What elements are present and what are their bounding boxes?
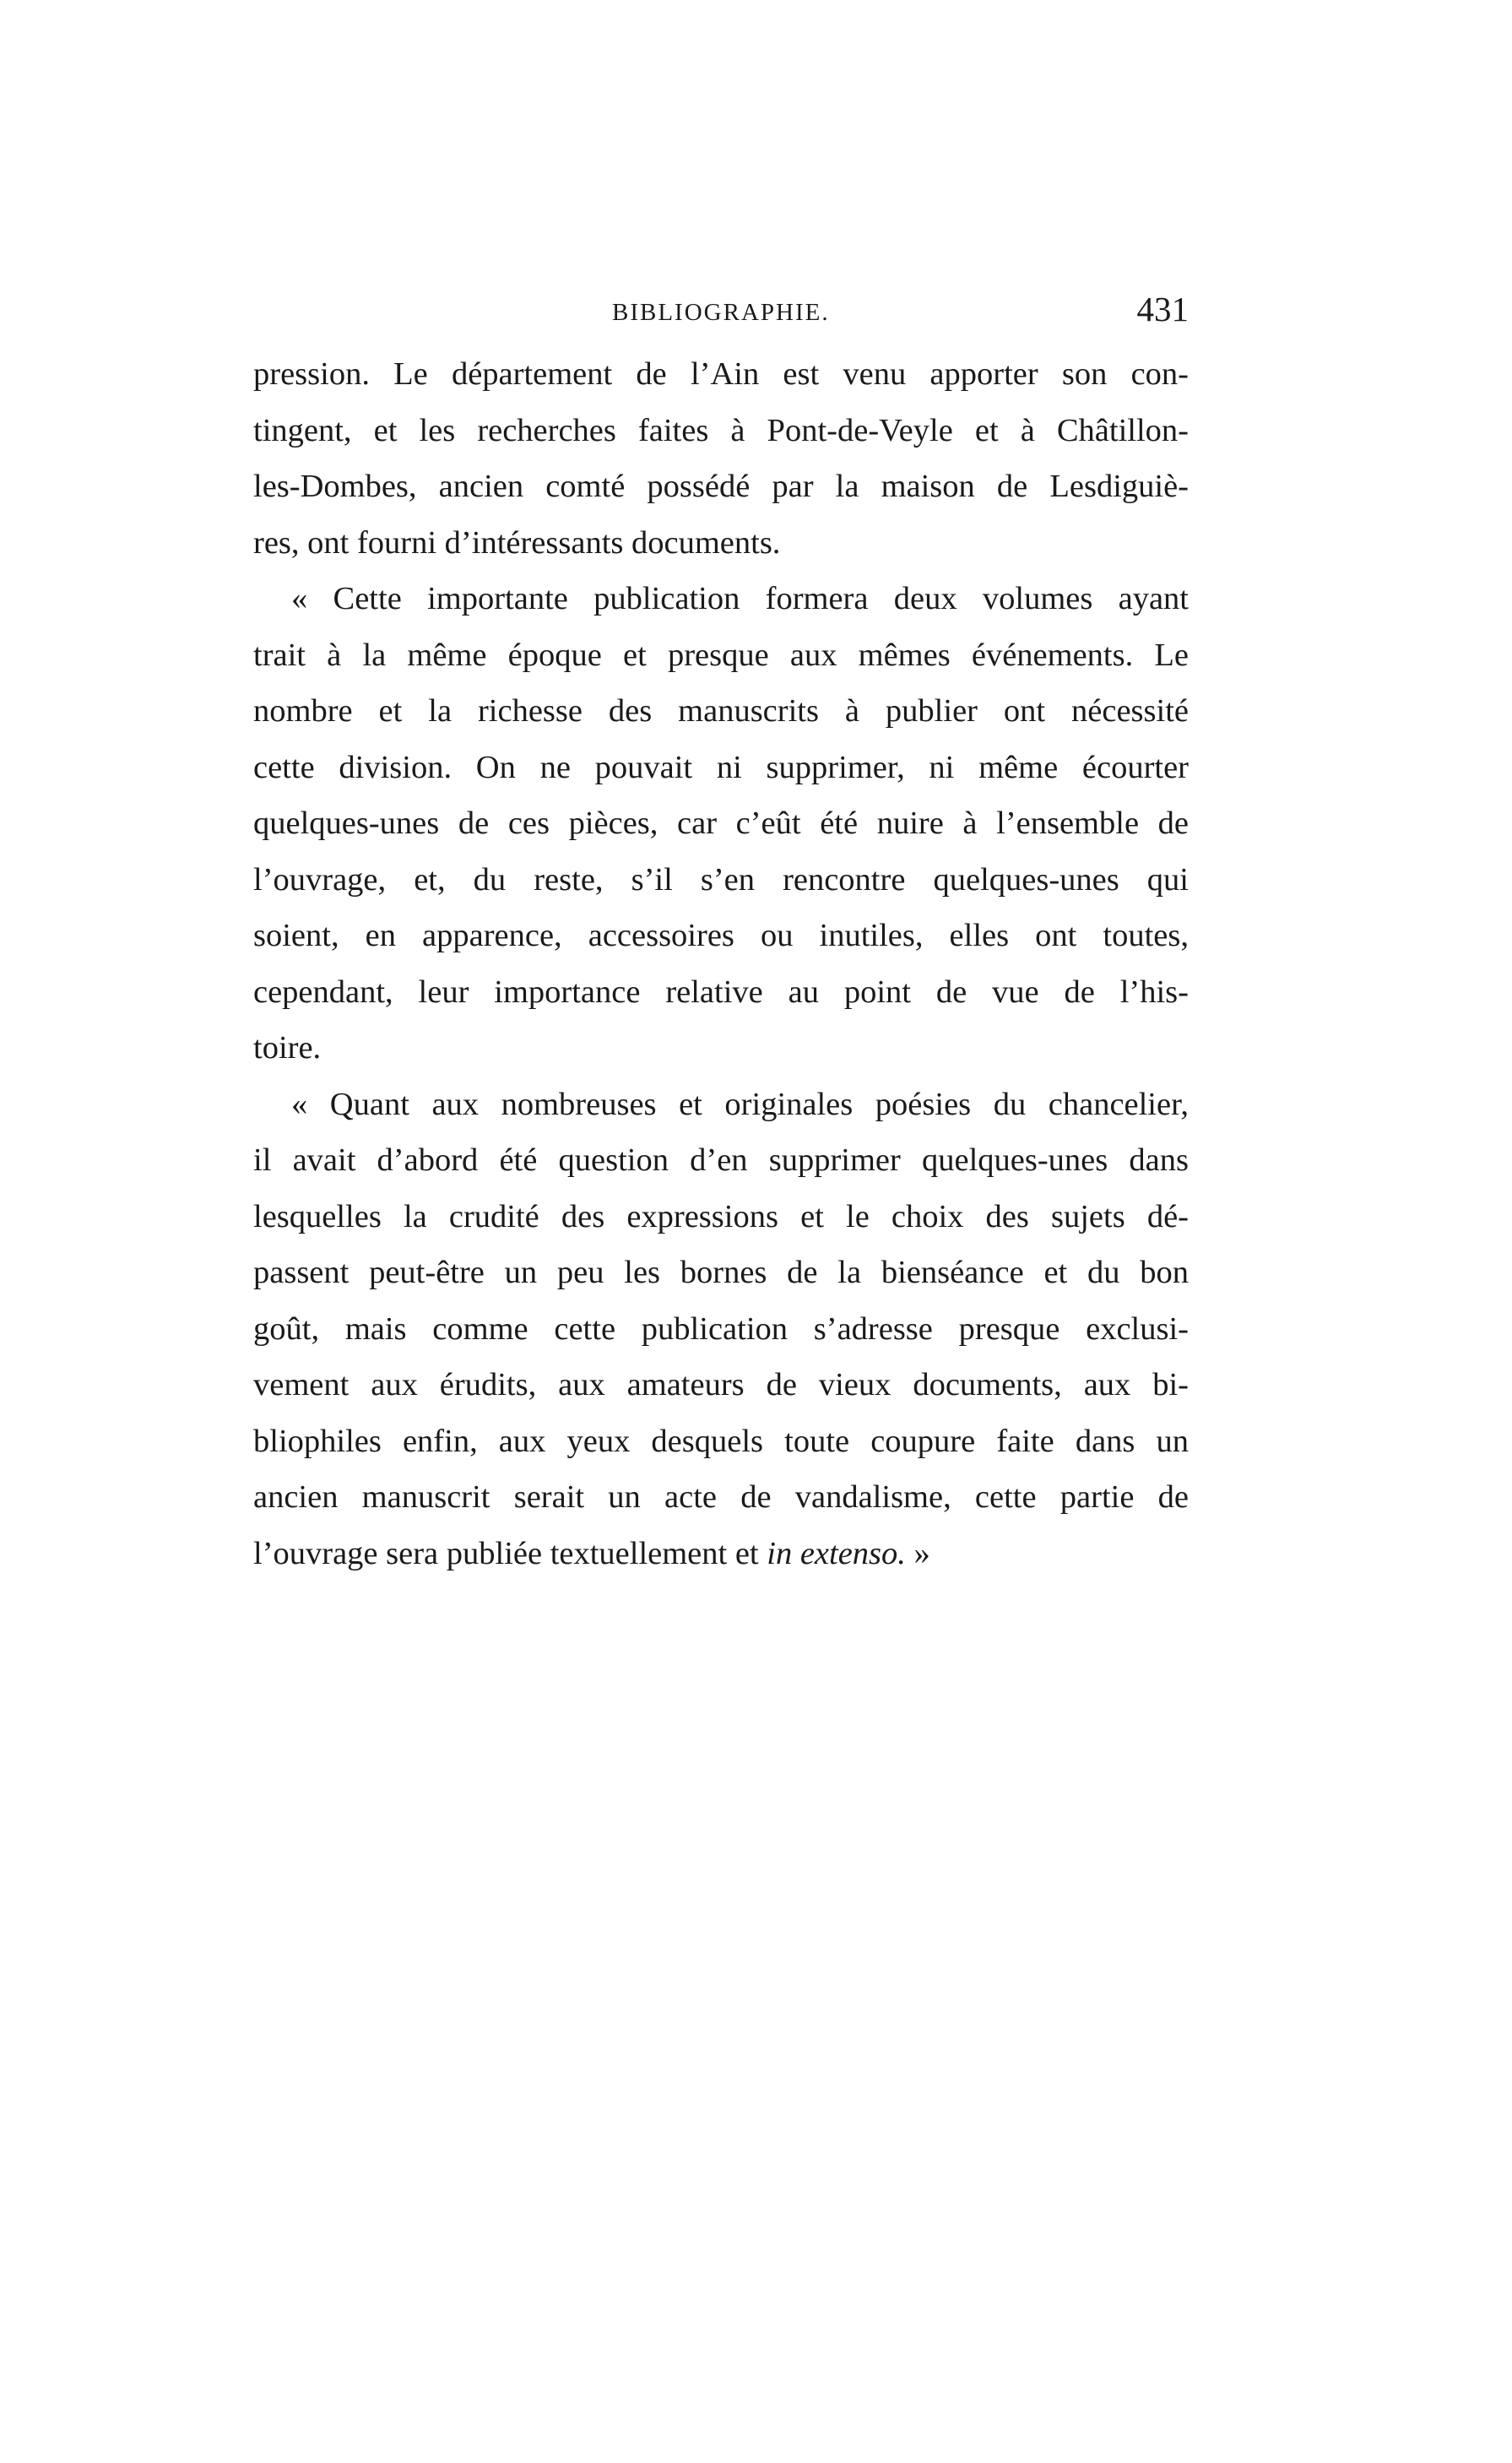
text-line: toire. [253,1030,322,1066]
text-line: nombre et la richesse des manuscrits à publier ont nécessité [253,693,1189,729]
text-line-final [253,1526,1189,1582]
text-line: « Quant aux nombreuses et originales poésies du chancelier, [291,1086,1189,1122]
text-line: les-Dombes, ancien comté possédé par la maison de Lesdiguiè- [253,469,1189,504]
body-text [253,346,1189,1581]
text-line: tingent, et les recherches faites à Pont-de-Veyle et à Châtillon- [253,412,1189,448]
running-title: BIBLIOGRAPHIE. [612,299,830,326]
text-run: l’ouvrage sera publiée textuellement et [253,1535,759,1571]
text-line: cette division. On ne pouvait ni supprimer, ni même écourter [253,749,1189,785]
text-line: quelques-unes de ces pièces, car c’eût été nuire à l’ensemble de [253,806,1189,841]
page-number: 431 [1136,290,1189,328]
text-line: trait à la même époque et presque aux mêmes événements. Le [253,637,1189,673]
text-line: lesquelles la crudité des expressions et le choix des sujets dé- [253,1198,1189,1234]
text-line: « Cette importante publication formera deux volumes ayant [291,581,1189,616]
text-line: cependant, leur importance relative au point de vue de l’his- [253,974,1189,1010]
text-line: pression. Le département de l’Ain est venu apporter son con- [253,356,1189,392]
text-line: l’ouvrage, et, du reste, s’il s’en rencontre quelques-unes qui [253,861,1189,898]
text-line: passent peut-être un peu les bornes de la bienséance et du bon [253,1255,1189,1290]
text-line: soient, en apparence, accessoires ou inutiles, elles ont toutes, [253,918,1189,953]
text-line: vement aux érudits, aux amateurs de vieux documents, aux bi- [253,1367,1189,1402]
text-line: ancien manuscrit serait un acte de vandalisme, cette partie de [253,1479,1189,1515]
text-line: bliophiles enfin, aux yeux desquels toute coupure faite dans un [253,1423,1189,1459]
text-line: il avait d’abord été question d’en supprimer quelques-unes dans [253,1142,1189,1178]
text-line: res, ont fourni d’intéressants documents. [253,524,781,561]
closing-quote: » [905,1535,930,1571]
text-line: goût, mais comme cette publication s’adresse presque exclusi- [253,1310,1189,1347]
page-header [253,290,1189,338]
italic-phrase: in extenso. [767,1535,906,1571]
